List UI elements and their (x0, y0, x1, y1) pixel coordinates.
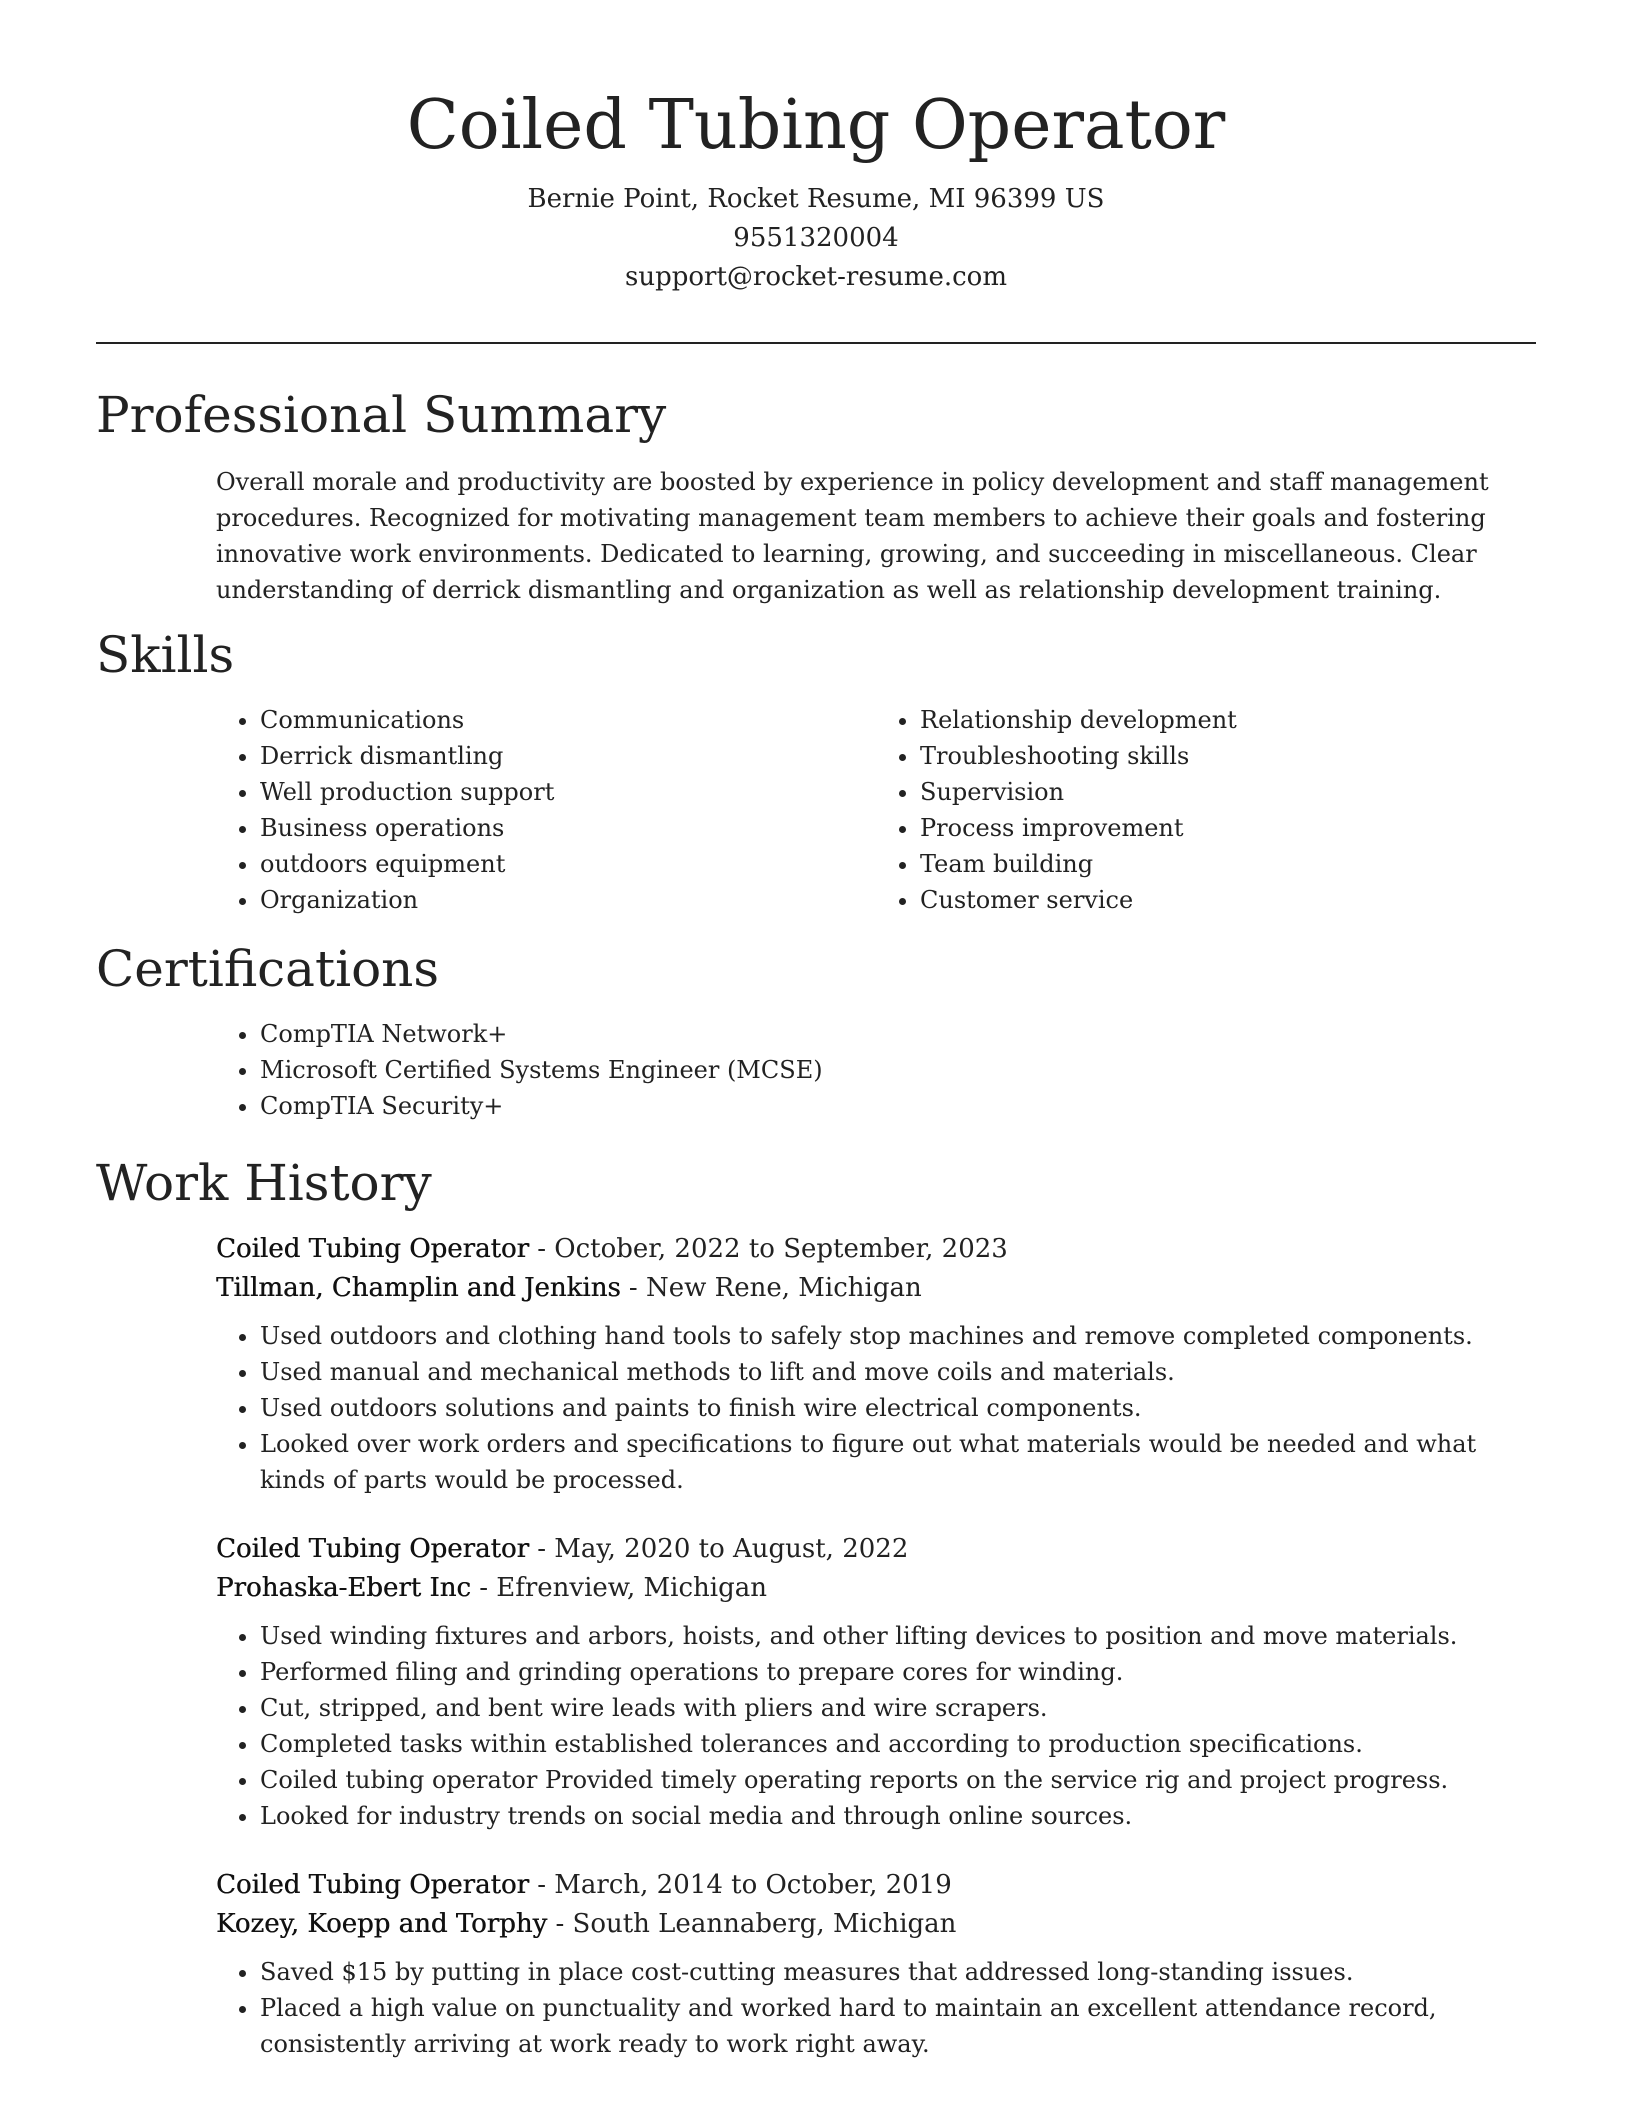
resume-body (96, 380, 1536, 2062)
skill-item: • outdoors equipment (260, 846, 876, 882)
job-company-line (216, 1905, 1536, 1944)
skills-heading: Skills (96, 626, 235, 684)
job-bullets (216, 1954, 1536, 2062)
job-title: Coiled Tubing Operator (216, 1870, 529, 1900)
certifications-heading: Certifications (96, 940, 440, 998)
job-company-line (216, 1569, 1536, 1608)
job-dates: - October, 2022 to September, 2023 (528, 1234, 1008, 1264)
job-bullet: • Used manual and mechanical methods to lift and move coils and materials. (260, 1354, 1536, 1390)
candidate-name: Coiled Tubing Operator (406, 86, 1226, 165)
work-history-heading: Work History (96, 1154, 432, 1212)
job-company: Prohaska-Ebert Inc (216, 1573, 471, 1603)
job-title: Coiled Tubing Operator (216, 1534, 529, 1564)
job-bullet: • Looked for industry trends on social media and through online sources. (260, 1798, 1536, 1834)
job-bullet: • Used winding fixtures and arbors, hoists, and other lifting devices to position and move materials. (260, 1618, 1536, 1654)
job-dates: - May, 2020 to August, 2022 (528, 1534, 909, 1564)
job-bullet: • Completed tasks within established tolerances and according to production specifications. (260, 1726, 1536, 1762)
job-company: Tillman, Champlin and Jenkins (216, 1273, 621, 1303)
job-location: - New Rene, Michigan (620, 1273, 922, 1303)
job-bullet: • Coiled tubing operator Provided timely operating reports on the service rig and project progress. (260, 1762, 1536, 1798)
job-bullet: • Cut, stripped, and bent wire leads with pliers and wire scrapers. (260, 1690, 1536, 1726)
job-bullet: • Performed filing and grinding operations to prepare cores for winding. (260, 1654, 1536, 1690)
job-entry (216, 1530, 1536, 1834)
job-title-line (216, 1230, 1536, 1269)
job-dates: - March, 2014 to October, 2019 (528, 1870, 952, 1900)
job-bullets (216, 1318, 1536, 1498)
header-divider (96, 342, 1536, 344)
skill-item: • Customer service (920, 882, 1536, 918)
certifications-list (216, 1016, 1536, 1124)
address: Bernie Point, Rocket Resume, MI 96399 US (527, 184, 1105, 214)
job-entry (216, 1230, 1536, 1498)
work-history-section (96, 1148, 1536, 2062)
skill-item: • Business operations (260, 810, 876, 846)
certification-item: • CompTIA Security+ (260, 1088, 1536, 1124)
skill-item: • Relationship development (920, 702, 1536, 738)
summary-text: Overall morale and productivity are boosted by experience in policy development and staff management procedures. Recognized for motivating management team members to achieve their goals and fostering innovative work environments. Dedicated to learning, growing, and succeeding in miscellaneous. Clear understanding of derrick dismantling and organization as well as relationship development training. (216, 468, 1489, 604)
skill-item: • Organization (260, 882, 876, 918)
job-bullet: • Placed a high value on punctuality and worked hard to maintain an excellent attendance record, consistently arriving at work ready to work right away. (260, 1990, 1536, 2062)
skill-item: • Team building (920, 846, 1536, 882)
email: support@rocket-resume.com (624, 262, 1007, 292)
phone: 9551320004 (733, 223, 899, 253)
job-location: - South Leannaberg, Michigan (547, 1909, 957, 1939)
skill-item: • Derrick dismantling (260, 738, 876, 774)
skills-section (96, 620, 1536, 918)
resume-header (0, 0, 1632, 297)
skill-item: • Communications (260, 702, 876, 738)
summary-section (96, 380, 1536, 608)
job-title: Coiled Tubing Operator (216, 1234, 529, 1264)
skill-item: • Process improvement (920, 810, 1536, 846)
skill-item: • Supervision (920, 774, 1536, 810)
job-bullet: • Looked over work orders and specifications to figure out what materials would be needed and what kinds of parts would be processed. (260, 1426, 1536, 1498)
skill-item: • Well production support (260, 774, 876, 810)
skills-list-right (876, 702, 1536, 918)
job-bullet: • Used outdoors and clothing hand tools to safely stop machines and remove completed components. (260, 1318, 1536, 1354)
job-bullet: • Saved $15 by putting in place cost-cutting measures that addressed long-standing issues. (260, 1954, 1536, 1990)
certification-item: • CompTIA Network+ (260, 1016, 1536, 1052)
skill-item: • Troubleshooting skills (920, 738, 1536, 774)
job-bullet: • Used outdoors solutions and paints to finish wire electrical components. (260, 1390, 1536, 1426)
job-company-line (216, 1269, 1536, 1308)
job-location: - Efrenview, Michigan (470, 1573, 767, 1603)
contact-block (0, 180, 1632, 297)
job-bullets (216, 1618, 1536, 1834)
certification-item: • Microsoft Certified Systems Engineer (MCSE) (260, 1052, 1536, 1088)
job-title-line (216, 1530, 1536, 1569)
summary-heading: Professional Summary (96, 386, 667, 444)
certifications-section (96, 934, 1536, 1124)
skills-columns (216, 702, 1536, 918)
job-title-line (216, 1866, 1536, 1905)
skills-list-left (216, 702, 876, 918)
job-company: Kozey, Koepp and Torphy (216, 1909, 548, 1939)
job-entry (216, 1866, 1536, 2062)
